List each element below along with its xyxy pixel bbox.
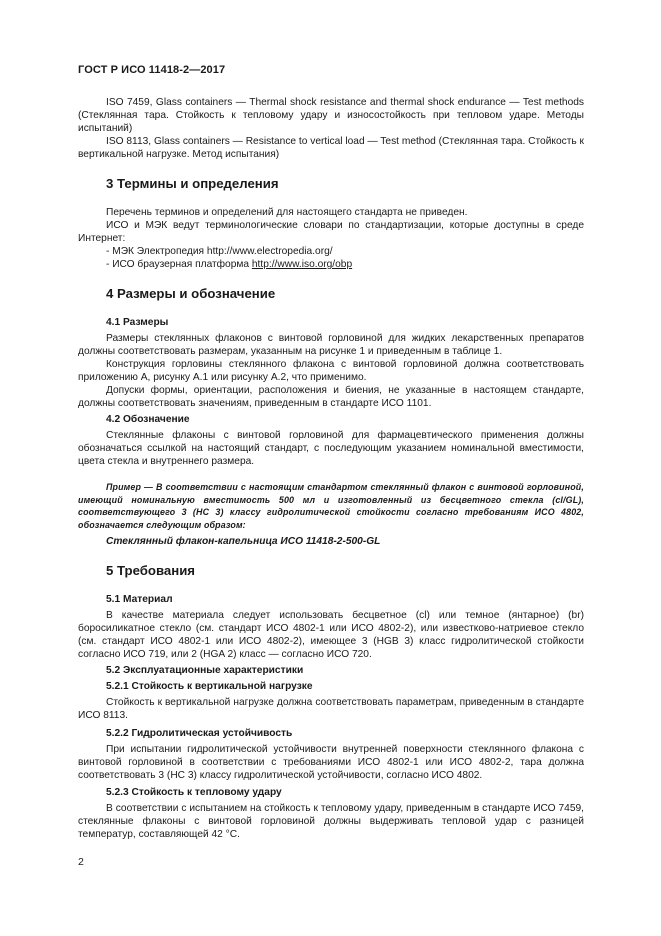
ref-iso-8113: ISO 8113, Glass containers — Resistance to vertical load — Test method (Стеклянная тара. Стойкость к вертикальной нагрузке. Метод испытания) xyxy=(78,136,584,160)
subsection-4-2-heading: 4.2 Обозначение xyxy=(106,414,190,425)
section-3-heading: 3 Термины и определения xyxy=(106,176,279,191)
subsection-4-1-heading: 4.1 Размеры xyxy=(106,317,169,328)
designation-example: Пример — В соответствии с настоящим стандартом стеклянный флакон с винтовой горловиной, имеющий номинальную вместимость 500 мл и изготовленный из бесцветного стекла (cl/GL), соответствующего 3 (НС 3) классу гидролитической стойкости согласно требованиям ИСО 4802, обозначается следующим образом: xyxy=(78,482,584,530)
s3-paragraph-2: ИСО и МЭК ведут терминологические словари по стандартизации, которые доступны в среде Интернет: xyxy=(78,220,584,244)
page-number: 2 xyxy=(78,856,84,868)
s3-list-item-electropedia: - МЭК Электропедия http://www.electropedia.org/ xyxy=(106,246,333,257)
designation-sample: Стеклянный флакон-капельница ИСО 11418-2-500-GL xyxy=(106,536,381,547)
subsection-5-2-2-heading: 5.2.2 Гидролитическая устойчивость xyxy=(106,728,293,739)
s523-paragraph-1: В соответствии с испытанием на стойкость к тепловому удару, приведенным в стандарте ИСО 7459, стеклянные флаконы с винтовой горловиной должны выдерживать тепловой удар с разницей температур, составляющей 42 °C. xyxy=(78,803,584,840)
s41-paragraph-2: Конструкция горловины стеклянного флакона с винтовой горловиной должна соответствовать приложению А, рисунку А.1 или рисунку А.2, что применимо. xyxy=(78,359,584,383)
page-content xyxy=(78,96,584,841)
subsection-5-2-1-heading: 5.2.1 Стойкость к вертикальной нагрузке xyxy=(106,681,313,692)
section-5-heading: 5 Требования xyxy=(106,563,196,578)
subsection-5-2-heading: 5.2 Эксплуатационные характеристики xyxy=(106,665,304,676)
s41-paragraph-3: Допуски формы, ориентации, расположения и биения, не указанные в настоящем стандарте, должны соответствовать значениям, приведенным в стандарте ИСО 1101. xyxy=(78,385,584,409)
subsection-5-1-heading: 5.1 Материал xyxy=(106,594,173,605)
ref-iso-7459: ISO 7459, Glass containers — Thermal shock resistance and thermal shock endurance — Test methods (Стеклянная тара. Стойкость к тепловому удару и износостойкость при тепловом ударе. Методы испытаний) xyxy=(78,97,584,134)
s522-paragraph-1: При испытании гидролитической устойчивости внутренней поверхности стеклянного флакона с винтовой горловиной в соответствии с требованиями ИСО 4802-1 или ИСО 4802-2, тара должна соответствовать 3 (НС 3) классу гидролитической устойчивости, согласно ИСО 4802. xyxy=(78,744,584,781)
s3-paragraph-1: Перечень терминов и определений для настоящего стандарта не приведен. xyxy=(106,207,468,218)
subsection-5-2-3-heading: 5.2.3 Стойкость к тепловому удару xyxy=(106,787,282,798)
iso-obp-link[interactable]: http://www.iso.org/obp xyxy=(251,259,353,270)
section-4-heading: 4 Размеры и обозначение xyxy=(106,286,276,301)
s521-paragraph-1: Стойкость к вертикальной нагрузке должна соответствовать параметрам, приведенным в стандарте ИСО 8113. xyxy=(78,697,584,721)
s41-paragraph-1: Размеры стеклянных флаконов с винтовой горловиной для жидких лекарственных препаратов должны соответствовать размерам, указанным на рисунке 1 и приведенным в таблице 1. xyxy=(78,333,584,357)
document-code: ГОСТ Р ИСО 11418-2—2017 xyxy=(78,64,226,76)
s42-paragraph-1: Стеклянные флаконы с винтовой горловиной для фармацевтического применения должны обозначаться ссылкой на настоящий стандарт, с последующим указанием номинальной вместимости, цвета стекла и внутреннего размера. xyxy=(78,430,584,467)
s51-paragraph-1: В качестве материала следует использовать бесцветное (cl) или темное (янтарное) (br) боросиликатное стекло (см. стандарт ИСО 4802-1 или ИСО 4802-2), или известково-натриевое стекло (см. стандарт ИСО 4802-1 или ИСО 4802-2), имеющее 3 (HGB 3) класс гидролитической стойкости согласно ИСО 719, или 2 (HGA 2) класс — согласно ИСО 720. xyxy=(78,610,584,660)
s3-list-item-iso-obp xyxy=(78,258,584,271)
s3-list-item-prefix: - ИСО браузерная платформа xyxy=(106,259,252,270)
